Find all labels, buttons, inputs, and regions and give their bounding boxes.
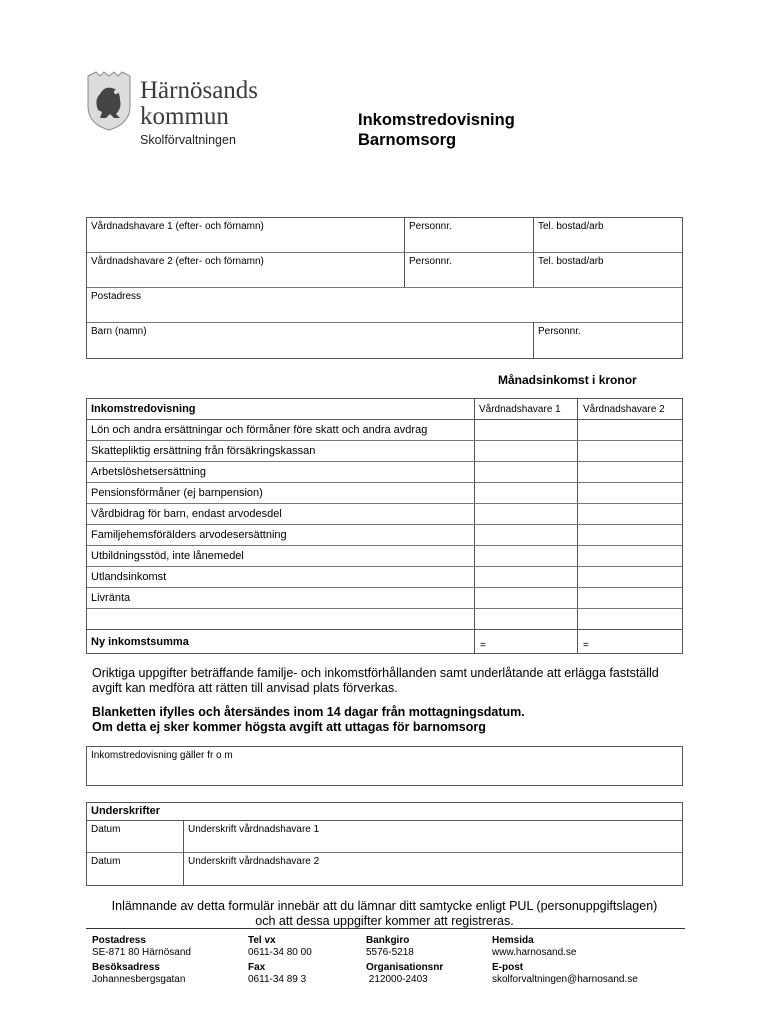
guardian1-name-field[interactable] — [87, 218, 404, 252]
total-guardian2[interactable]: = — [583, 640, 589, 651]
income-table-heading: Inkomstredovisning — [91, 403, 196, 415]
postal-address-label: Postadress — [91, 291, 142, 302]
footer-besoksadress-label: Besöksadress — [92, 962, 160, 973]
income-row-label: Familjehemsförälders arvodesersättning — [91, 529, 287, 541]
org-name-line1: Härnösands — [140, 77, 259, 104]
income-row-label: Lön och andra ersättningar och förmåner före skatt och andra avdrag — [91, 424, 428, 436]
income-input-guardian2[interactable] — [578, 420, 682, 629]
income-table — [86, 398, 683, 654]
guardian1-phone-label: Tel. bostad/arb — [538, 221, 604, 232]
income-row-label: Utbildningsstöd, inte lånemedel — [91, 550, 244, 562]
footer-hemsida-link[interactable]: www.harnosand.se — [492, 947, 577, 958]
footer-orgnr — [366, 962, 443, 986]
child-name-label: Barn (namn) — [91, 326, 147, 337]
footer-postadress-label: Postadress — [92, 935, 146, 946]
footer-orgnr-value: 212000-2403 — [366, 974, 428, 985]
guardian1-personnr-field[interactable] — [405, 218, 533, 252]
signature2-label: Underskrift vårdnadshavare 2 — [188, 856, 320, 867]
footer-bankgiro-label: Bankgiro — [366, 935, 410, 946]
income-row-label: Livränta — [91, 592, 131, 604]
footer-fax — [248, 962, 306, 986]
signature1-date-label: Datum — [91, 824, 121, 835]
municipality-crest-icon — [86, 70, 132, 132]
column-guardian1: Vårdnadshavare 1 — [479, 404, 561, 415]
footer-bankgiro-value: 5576-5218 — [366, 947, 414, 958]
guardian2-phone-field[interactable] — [534, 253, 682, 287]
form-title — [358, 110, 515, 150]
footer-fax-label: Fax — [248, 962, 266, 973]
guardian2-name-field[interactable] — [87, 253, 404, 287]
child-personnr-label: Personnr. — [538, 326, 581, 337]
postal-address-field[interactable] — [87, 288, 682, 322]
signature1-field[interactable] — [184, 821, 682, 852]
guardian2-name-label: Vårdnadshavare 2 (efter- och förnamn) — [91, 256, 264, 267]
total-guardian1[interactable]: = — [480, 640, 486, 651]
guardian1-phone-field[interactable] — [534, 218, 682, 252]
guardian2-personnr-label: Personnr. — [409, 256, 452, 267]
guardian-info-box — [86, 217, 683, 359]
footer-postadress — [92, 935, 191, 959]
signatures-heading: Underskrifter — [91, 805, 161, 817]
footer-telvx-value: 0611-34 80 00 — [248, 947, 312, 958]
valid-from-field[interactable] — [86, 746, 683, 786]
new-income-total-label: Ny inkomstsumma — [91, 636, 189, 648]
footer-besoksadress-value: Johannesbergsgatan — [92, 974, 186, 985]
guardian2-phone-label: Tel. bostad/arb — [538, 256, 604, 267]
footer-divider — [86, 928, 685, 929]
organization-name — [140, 78, 258, 130]
guardian1-personnr-label: Personnr. — [409, 221, 452, 232]
guardian1-name-label: Vårdnadshavare 1 (efter- och förnamn) — [91, 221, 264, 232]
guardian2-personnr-field[interactable] — [405, 253, 533, 287]
signatures-box — [86, 802, 683, 886]
footer-hemsida — [492, 935, 577, 959]
footer-epost-label: E-post — [492, 962, 524, 973]
form-title-line1: Inkomstredovisning — [358, 111, 515, 129]
footer-besoksadress — [92, 962, 185, 986]
signature2-field[interactable] — [184, 853, 682, 885]
footer-telvx-label: Tel vx — [248, 935, 276, 946]
income-row-label: Utlandsinkomst — [91, 571, 167, 583]
consent-line2: och att dessa uppgifter kommer att registreras. — [255, 914, 514, 928]
footer-epost-link[interactable]: skolforvaltningen@harnosand.se — [492, 974, 638, 985]
child-name-field[interactable] — [87, 323, 533, 358]
footer-postadress-value: SE-871 80 Härnösand — [92, 947, 191, 958]
income-input-guardian1[interactable] — [475, 420, 577, 629]
signature1-date-field[interactable] — [87, 821, 183, 852]
valid-from-label: Inkomstredovisning gäller fr o m — [91, 750, 233, 761]
footer-telvx — [248, 935, 312, 959]
footer-fax-value: 0611-34 89 3 — [248, 974, 307, 985]
consent-text — [86, 899, 683, 929]
notice-text: Oriktiga uppgifter beträffande familje- och inkomstförhållanden samt underlåtande att erlägga fastställd avgift kan medföra att rätten till anvisad plats förverkas. — [92, 666, 659, 695]
column-guardian2: Vårdnadshavare 2 — [583, 404, 665, 415]
signature2-date-label: Datum — [91, 856, 121, 867]
monthly-income-caption: Månadsinkomst i kronor — [498, 373, 637, 387]
footer-orgnr-label: Organisationsnr — [366, 962, 444, 973]
signature1-label: Underskrift vårdnadshavare 1 — [188, 824, 320, 835]
child-personnr-field[interactable] — [534, 323, 682, 358]
signature2-date-field[interactable] — [87, 853, 183, 885]
income-row-label: Arbetslöshetsersättning — [91, 466, 206, 478]
income-row-label: Vårdbidrag för barn, endast arvodesdel — [91, 508, 282, 520]
footer-hemsida-label: Hemsida — [492, 935, 534, 946]
org-name-line2: kommun — [140, 103, 229, 130]
footer-bankgiro — [366, 935, 414, 959]
footer-epost — [492, 962, 638, 986]
income-row-label: Pensionsförmåner (ej barnpension) — [91, 487, 263, 499]
notice-max-fee: Om detta ej sker kommer högsta avgift att uttagas för barnomsorg — [92, 720, 486, 734]
consent-line1: Inlämnande av detta formulär innebär att du lämnar ditt samtycke enligt PUL (personuppgiftslagen) — [111, 899, 658, 913]
notice-deadline: Blanketten ifylles och återsändes inom 14 dagar från mottagningsdatum. — [92, 705, 525, 719]
form-title-line2: Barnomsorg — [358, 131, 457, 149]
organization-department: Skolförvaltningen — [140, 133, 236, 147]
income-row-label: Skattepliktig ersättning från försäkringskassan — [91, 445, 316, 457]
